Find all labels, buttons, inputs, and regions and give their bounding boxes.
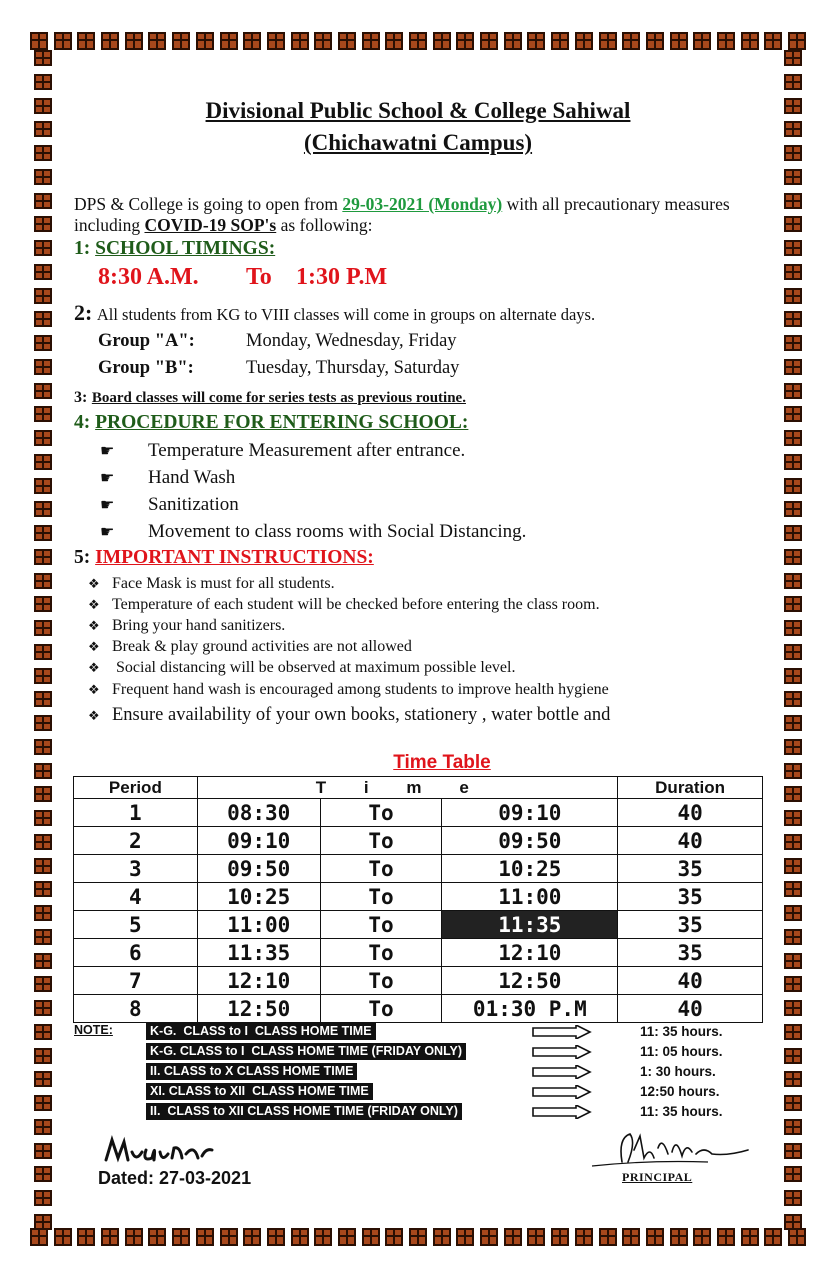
brick-icon: [784, 74, 802, 90]
period-cell: 2: [74, 827, 198, 855]
brick-icon: [784, 668, 802, 684]
brick-icon: [34, 858, 52, 874]
brick-icon: [575, 32, 593, 50]
brick-icon: [34, 881, 52, 897]
section1-heading: [74, 238, 275, 260]
brick-icon: [784, 454, 802, 470]
brick-icon: [34, 501, 52, 517]
brick-icon: [788, 1228, 806, 1246]
brick-icon: [34, 668, 52, 684]
section2-number: 2:: [74, 300, 93, 325]
dated-label: Dated: 27-03-2021: [98, 1168, 252, 1188]
school-title: Divisional Public School & College Sahiwal: [205, 98, 631, 123]
procedure-item-text: Hand Wash: [148, 467, 236, 488]
brick-icon: [784, 1095, 802, 1111]
brick-icon: [784, 953, 802, 969]
brick-icon: [385, 32, 403, 50]
brick-icon: [172, 1228, 190, 1246]
intro-text-2: with all precautionary measures including: [74, 194, 730, 235]
pointing-hand-icon: ☛: [100, 470, 115, 487]
brick-icon: [34, 454, 52, 470]
brick-icon: [34, 264, 52, 280]
diamond-bullet-icon: ❖: [88, 618, 100, 633]
timing-end: 1:30 P.M: [296, 264, 388, 290]
brick-icon: [784, 620, 802, 636]
brick-icon: [717, 32, 735, 50]
timetable-row: [74, 939, 763, 967]
duration-cell: 35: [618, 911, 763, 939]
intro-paragraph: [74, 194, 754, 236]
to-cell: To: [320, 995, 442, 1023]
brick-icon: [34, 406, 52, 422]
brick-icon: [34, 216, 52, 232]
brick-icon: [784, 691, 802, 707]
brick-icon: [77, 1228, 95, 1246]
note-label: NOTE:: [74, 1023, 113, 1037]
procedure-item: [100, 467, 235, 489]
instruction-text: Break & play ground activities are not allowed: [112, 638, 412, 655]
end-time-cell: 10:25: [442, 855, 618, 883]
brick-icon: [741, 32, 759, 50]
brick-icon: [456, 32, 474, 50]
section1-title: SCHOOL TIMINGS:: [95, 238, 276, 259]
section5-number: 5:: [74, 547, 91, 568]
start-time-cell: 11:00: [197, 911, 320, 939]
brick-icon: [575, 1228, 593, 1246]
brick-icon: [433, 1228, 451, 1246]
note-text: K-G. CLASS to I CLASS HOME TIME (FRIDAY ONLY): [146, 1043, 466, 1060]
procedure-item: [100, 521, 526, 543]
duration-cell: 40: [618, 827, 763, 855]
duration-header: Duration: [618, 777, 763, 799]
timetable-row: [74, 799, 763, 827]
end-time-cell: 01:30 P.M: [442, 995, 618, 1023]
pointing-hand-icon: ☛: [100, 443, 115, 460]
note-hours: 11: 35 hours.: [640, 1104, 723, 1119]
brick-icon: [480, 32, 498, 50]
brick-icon: [784, 264, 802, 280]
brick-icon: [125, 32, 143, 50]
section2-line: [74, 300, 595, 326]
period-cell: 4: [74, 883, 198, 911]
double-arrow-icon: [532, 1045, 592, 1059]
brick-icon: [34, 525, 52, 541]
to-cell: To: [320, 883, 442, 911]
diamond-bullet-icon: ❖: [88, 597, 100, 612]
brick-icon: [693, 1228, 711, 1246]
period-cell: 6: [74, 939, 198, 967]
group-a-days: Monday, Wednesday, Friday: [246, 331, 457, 351]
intro-text-3: as following:: [276, 215, 373, 235]
instruction-text: Temperature of each student will be checked before entering the class room.: [112, 596, 600, 613]
diamond-bullet-icon: ❖: [88, 708, 100, 723]
end-time-cell: 11:00: [442, 883, 618, 911]
to-cell: To: [320, 799, 442, 827]
brick-icon: [784, 50, 802, 66]
duration-cell: 40: [618, 995, 763, 1023]
brick-icon: [291, 1228, 309, 1246]
start-time-cell: 12:50: [197, 995, 320, 1023]
brick-icon: [599, 32, 617, 50]
brick-icon: [646, 1228, 664, 1246]
group-b-days: Tuesday, Thursday, Saturday: [246, 358, 460, 378]
to-cell: To: [320, 939, 442, 967]
end-time-cell: 09:50: [442, 827, 618, 855]
instruction-item: [88, 575, 335, 593]
brick-icon: [34, 929, 52, 945]
pointing-hand-icon: ☛: [100, 497, 115, 514]
section3-number: 3:: [74, 389, 88, 406]
timetable-row: [74, 883, 763, 911]
school-timing: [98, 264, 387, 291]
brick-icon: [34, 1119, 52, 1135]
procedure-item-text: Temperature Measurement after entrance.: [148, 440, 466, 461]
brick-icon: [693, 32, 711, 50]
principal-label: PRINCIPAL: [622, 1170, 693, 1184]
brick-icon: [34, 335, 52, 351]
brick-icon: [148, 1228, 166, 1246]
brick-icon: [788, 32, 806, 50]
brick-icon: [433, 32, 451, 50]
start-time-cell: 08:30: [197, 799, 320, 827]
duration-cell: 35: [618, 883, 763, 911]
brick-icon: [34, 1190, 52, 1206]
brick-icon: [362, 1228, 380, 1246]
brick-icon: [101, 32, 119, 50]
decorative-border-top: [30, 32, 806, 52]
brick-icon: [34, 620, 52, 636]
brick-icon: [338, 1228, 356, 1246]
brick-icon: [125, 1228, 143, 1246]
brick-icon: [480, 1228, 498, 1246]
instruction-item: [88, 659, 515, 677]
brick-icon: [784, 525, 802, 541]
section5-title: IMPORTANT INSTRUCTIONS:: [95, 547, 374, 568]
brick-icon: [34, 810, 52, 826]
brick-icon: [314, 1228, 332, 1246]
note-hours: 12:50 hours.: [640, 1084, 720, 1099]
start-time-cell: 11:35: [197, 939, 320, 967]
brick-icon: [34, 430, 52, 446]
brick-icon: [34, 478, 52, 494]
timetable-row: [74, 827, 763, 855]
procedure-item-text: Movement to class rooms with Social Distancing.: [148, 521, 527, 542]
brick-icon: [784, 1214, 802, 1230]
brick-icon: [456, 1228, 474, 1246]
brick-icon: [34, 573, 52, 589]
brick-icon: [784, 406, 802, 422]
brick-icon: [34, 953, 52, 969]
brick-icon: [784, 359, 802, 375]
timetable-row: [74, 855, 763, 883]
diamond-bullet-icon: ❖: [88, 576, 100, 591]
brick-icon: [527, 32, 545, 50]
brick-icon: [784, 573, 802, 589]
section3-line: [74, 386, 466, 407]
section5-heading: [74, 547, 374, 569]
brick-icon: [784, 335, 802, 351]
group-a-label: Group "A":: [98, 331, 195, 351]
start-time-cell: 09:10: [197, 827, 320, 855]
brick-icon: [30, 32, 48, 50]
start-time-cell: 12:10: [197, 967, 320, 995]
brick-icon: [34, 193, 52, 209]
section3-text: Board classes will come for series tests as previous routine.: [91, 390, 466, 406]
brick-icon: [34, 288, 52, 304]
brick-icon: [34, 1071, 52, 1087]
brick-icon: [504, 32, 522, 50]
brick-icon: [599, 1228, 617, 1246]
brick-icon: [784, 193, 802, 209]
note-hours: 1: 30 hours.: [640, 1064, 716, 1079]
period-cell: 8: [74, 995, 198, 1023]
brick-icon: [243, 1228, 261, 1246]
brick-icon: [409, 1228, 427, 1246]
double-arrow-icon: [532, 1065, 592, 1079]
principal-signature: [588, 1128, 758, 1172]
note-text: II. CLASS to XII CLASS HOME TIME (FRIDAY ONLY): [146, 1103, 462, 1120]
sop-label: COVID-19 SOP's: [144, 215, 277, 235]
diamond-bullet-icon: ❖: [88, 682, 100, 697]
brick-icon: [34, 1143, 52, 1159]
brick-icon: [30, 1228, 48, 1246]
timetable-row: [74, 995, 763, 1023]
duration-cell: 35: [618, 939, 763, 967]
end-time-cell: 12:10: [442, 939, 618, 967]
brick-icon: [34, 905, 52, 921]
brick-icon: [784, 1071, 802, 1087]
brick-icon: [54, 1228, 72, 1246]
brick-icon: [527, 1228, 545, 1246]
brick-icon: [243, 32, 261, 50]
brick-icon: [784, 596, 802, 612]
brick-icon: [34, 1024, 52, 1040]
decorative-border-right: [784, 50, 804, 1230]
decorative-border-left: [34, 50, 54, 1230]
brick-icon: [409, 32, 427, 50]
start-time-cell: 10:25: [197, 883, 320, 911]
brick-icon: [34, 169, 52, 185]
instruction-text: Bring your hand sanitizers.: [112, 617, 286, 634]
period-cell: 1: [74, 799, 198, 827]
brick-icon: [172, 32, 190, 50]
brick-icon: [764, 32, 782, 50]
note-text: K-G. CLASS to I CLASS HOME TIME: [146, 1023, 376, 1040]
brick-icon: [148, 32, 166, 50]
brick-icon: [784, 501, 802, 517]
brick-icon: [34, 1095, 52, 1111]
instruction-text: Social distancing will be observed at maximum possible level.: [112, 659, 516, 676]
end-time-cell: 09:10: [442, 799, 618, 827]
brick-icon: [784, 644, 802, 660]
brick-icon: [784, 240, 802, 256]
brick-icon: [34, 834, 52, 850]
instruction-item: [88, 596, 600, 614]
brick-icon: [646, 32, 664, 50]
brick-icon: [220, 32, 238, 50]
section4-heading: [74, 412, 468, 434]
duration-cell: 35: [618, 855, 763, 883]
brick-icon: [670, 32, 688, 50]
double-arrow-icon: [532, 1105, 592, 1119]
brick-icon: [34, 786, 52, 802]
brick-icon: [551, 32, 569, 50]
brick-icon: [717, 1228, 735, 1246]
procedure-item: [100, 494, 239, 516]
intro-text-1: DPS & College is going to open from: [74, 194, 343, 214]
brick-icon: [784, 216, 802, 232]
timetable: [73, 776, 763, 1023]
brick-icon: [34, 715, 52, 731]
to-cell: To: [320, 827, 442, 855]
instruction-text: Ensure availability of your own books, stationery , water bottle and: [112, 705, 611, 725]
instruction-item: [88, 617, 285, 635]
end-time-cell: 11:35: [442, 911, 618, 939]
brick-icon: [34, 976, 52, 992]
timetable-title: Time Table: [393, 752, 491, 773]
note-text: II. CLASS to X CLASS HOME TIME: [146, 1063, 357, 1080]
brick-icon: [784, 858, 802, 874]
timetable-row: [74, 911, 763, 939]
brick-icon: [34, 644, 52, 660]
brick-icon: [196, 1228, 214, 1246]
brick-icon: [34, 549, 52, 565]
brick-icon: [784, 549, 802, 565]
brick-icon: [784, 1048, 802, 1064]
section4-number: 4:: [74, 412, 91, 433]
brick-icon: [784, 786, 802, 802]
brick-icon: [784, 383, 802, 399]
brick-icon: [784, 169, 802, 185]
pointing-hand-icon: ☛: [100, 524, 115, 541]
group-b-label: Group "B":: [98, 358, 194, 378]
brick-icon: [784, 1024, 802, 1040]
brick-icon: [291, 32, 309, 50]
double-arrow-icon: [532, 1025, 592, 1039]
brick-icon: [267, 32, 285, 50]
brick-icon: [338, 32, 356, 50]
brick-icon: [784, 881, 802, 897]
procedure-item-text: Sanitization: [148, 494, 239, 515]
instruction-item: [88, 681, 609, 699]
diamond-bullet-icon: ❖: [88, 639, 100, 654]
brick-icon: [34, 1000, 52, 1016]
duration-cell: 40: [618, 799, 763, 827]
to-cell: To: [320, 855, 442, 883]
brick-icon: [220, 1228, 238, 1246]
brick-icon: [784, 1143, 802, 1159]
brick-icon: [670, 1228, 688, 1246]
brick-icon: [784, 834, 802, 850]
to-cell: To: [320, 911, 442, 939]
brick-icon: [622, 32, 640, 50]
brick-icon: [784, 905, 802, 921]
brick-icon: [34, 383, 52, 399]
brick-icon: [34, 596, 52, 612]
brick-icon: [551, 1228, 569, 1246]
section1-number: 1:: [74, 238, 91, 259]
time-header: T i m e: [197, 777, 617, 799]
instruction-text: Frequent hand wash is encouraged among students to improve health hygiene: [112, 681, 609, 698]
procedure-item: [100, 440, 465, 462]
brick-icon: [784, 1190, 802, 1206]
to-cell: To: [320, 967, 442, 995]
period-header: Period: [74, 777, 198, 799]
brick-icon: [34, 359, 52, 375]
campus-title: (Chichawatni Campus): [303, 130, 533, 155]
timing-start: 8:30 A.M.: [98, 264, 199, 290]
start-time-cell: 09:50: [197, 855, 320, 883]
brick-icon: [764, 1228, 782, 1246]
brick-icon: [34, 50, 52, 66]
period-cell: 3: [74, 855, 198, 883]
brick-icon: [784, 929, 802, 945]
instruction-item: [88, 705, 610, 726]
brick-icon: [34, 240, 52, 256]
duration-cell: 40: [618, 967, 763, 995]
note-text: XI. CLASS to XII CLASS HOME TIME: [146, 1083, 373, 1100]
brick-icon: [34, 311, 52, 327]
period-cell: 5: [74, 911, 198, 939]
note-hours: 11: 05 hours.: [640, 1044, 723, 1059]
timetable-row: [74, 967, 763, 995]
brick-icon: [362, 32, 380, 50]
brick-icon: [54, 32, 72, 50]
brick-icon: [34, 691, 52, 707]
brick-icon: [784, 478, 802, 494]
brick-icon: [34, 1214, 52, 1230]
timing-to: To: [246, 264, 272, 290]
brick-icon: [34, 74, 52, 90]
brick-icon: [314, 32, 332, 50]
brick-icon: [622, 1228, 640, 1246]
double-arrow-icon: [532, 1085, 592, 1099]
note-hours: 11: 35 hours.: [640, 1024, 723, 1039]
brick-icon: [741, 1228, 759, 1246]
open-date: 29-03-2021 (Monday): [342, 194, 503, 214]
brick-icon: [784, 311, 802, 327]
brick-icon: [784, 430, 802, 446]
diamond-bullet-icon: ❖: [88, 660, 100, 675]
brick-icon: [784, 715, 802, 731]
brick-icon: [784, 810, 802, 826]
brick-icon: [784, 1119, 802, 1135]
brick-icon: [385, 1228, 403, 1246]
brick-icon: [196, 32, 214, 50]
section2-text: All students from KG to VIII classes will come in groups on alternate days.: [96, 305, 596, 324]
timetable-header-row: [74, 777, 763, 799]
period-cell: 7: [74, 967, 198, 995]
brick-icon: [77, 32, 95, 50]
decorative-border-bottom: [30, 1228, 806, 1248]
section4-title: PROCEDURE FOR ENTERING SCHOOL:: [95, 412, 469, 433]
brick-icon: [504, 1228, 522, 1246]
brick-icon: [34, 1048, 52, 1064]
brick-icon: [34, 1166, 52, 1182]
brick-icon: [784, 288, 802, 304]
left-signature: [102, 1134, 222, 1170]
brick-icon: [784, 1166, 802, 1182]
instruction-item: [88, 638, 412, 656]
brick-icon: [101, 1228, 119, 1246]
brick-icon: [784, 976, 802, 992]
brick-icon: [267, 1228, 285, 1246]
instruction-text: Face Mask is must for all students.: [112, 575, 335, 592]
brick-icon: [784, 1000, 802, 1016]
end-time-cell: 12:50: [442, 967, 618, 995]
